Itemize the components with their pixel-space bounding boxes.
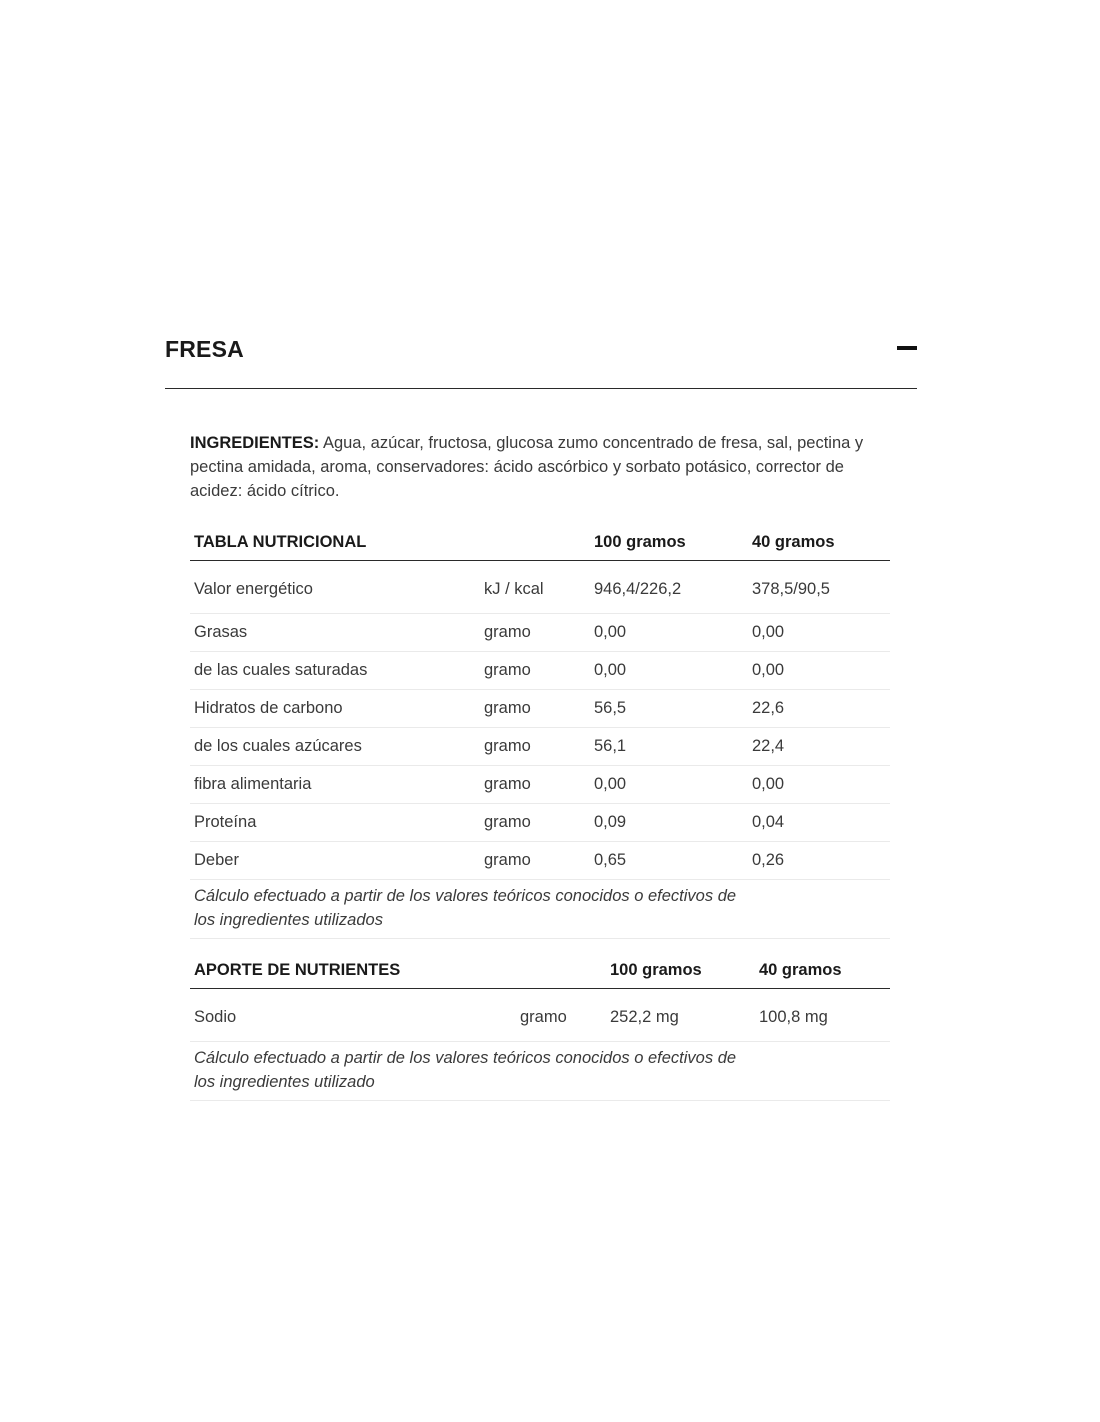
section-title: FRESA bbox=[165, 336, 244, 362]
row-value-40g: 0,00 bbox=[748, 766, 890, 804]
table-row bbox=[190, 842, 890, 880]
table-row bbox=[190, 690, 890, 728]
table-row bbox=[190, 989, 890, 1042]
row-value-100g: 56,1 bbox=[590, 728, 748, 766]
table-row bbox=[190, 728, 890, 766]
row-value-100g: 0,09 bbox=[590, 804, 748, 842]
table-header-40g: 40 gramos bbox=[755, 953, 890, 989]
ingredients-text: Agua, azúcar, fructosa, glucosa zumo concentrado de fresa, sal, pectina y pectina amidada, aroma, conservadores: ácido ascórbico y sorbato potásico, corrector de acidez: ácido cítrico. bbox=[190, 434, 864, 500]
table-header-40g: 40 gramos bbox=[748, 525, 890, 561]
table-header-row bbox=[190, 525, 890, 561]
section-gap bbox=[190, 939, 891, 953]
row-name: fibra alimentaria bbox=[190, 766, 480, 804]
row-value-100g: 56,5 bbox=[590, 690, 748, 728]
row-value-40g: 0,00 bbox=[748, 652, 890, 690]
row-value-100g: 0,00 bbox=[590, 766, 748, 804]
row-name: de las cuales saturadas bbox=[190, 652, 480, 690]
table-header-100g: 100 gramos bbox=[606, 953, 755, 989]
table-header-name: TABLA NUTRICIONAL bbox=[190, 525, 480, 561]
row-value-40g: 22,4 bbox=[748, 728, 890, 766]
row-unit: gramo bbox=[480, 804, 590, 842]
row-unit: gramo bbox=[516, 989, 606, 1042]
accordion-header[interactable] bbox=[165, 320, 917, 389]
table-row bbox=[190, 561, 890, 614]
table-note: Cálculo efectuado a partir de los valores teóricos conocidos o efectivos de los ingredientes utilizados bbox=[190, 880, 748, 939]
row-name: de los cuales azúcares bbox=[190, 728, 480, 766]
row-name: Grasas bbox=[190, 614, 480, 652]
table-row bbox=[190, 652, 890, 690]
row-unit: gramo bbox=[480, 766, 590, 804]
table-row bbox=[190, 614, 890, 652]
accordion-fresa bbox=[165, 320, 917, 1101]
ingredients-paragraph bbox=[190, 431, 891, 503]
table-row bbox=[190, 804, 890, 842]
table-note-row bbox=[190, 880, 890, 939]
row-value-40g: 378,5/90,5 bbox=[748, 561, 890, 614]
row-value-100g: 0,00 bbox=[590, 614, 748, 652]
row-value-40g: 0,00 bbox=[748, 614, 890, 652]
table-note-spacer bbox=[748, 880, 890, 939]
ingredients-label: INGREDIENTES: bbox=[190, 434, 320, 452]
table-note-row bbox=[190, 1042, 890, 1101]
row-unit: gramo bbox=[480, 690, 590, 728]
row-name: Proteína bbox=[190, 804, 480, 842]
table-header-name: APORTE DE NUTRIENTES bbox=[190, 953, 516, 989]
row-value-40g: 100,8 mg bbox=[755, 989, 890, 1042]
row-unit: gramo bbox=[480, 842, 590, 880]
row-value-40g: 22,6 bbox=[748, 690, 890, 728]
table-header-100g: 100 gramos bbox=[590, 525, 748, 561]
row-name: Deber bbox=[190, 842, 480, 880]
nutrition-table bbox=[190, 525, 890, 939]
row-value-40g: 0,26 bbox=[748, 842, 890, 880]
nutrient-table bbox=[190, 953, 890, 1101]
row-unit: gramo bbox=[480, 652, 590, 690]
row-value-100g: 0,00 bbox=[590, 652, 748, 690]
row-unit: kJ / kcal bbox=[480, 561, 590, 614]
accordion-body bbox=[165, 389, 917, 1101]
table-note: Cálculo efectuado a partir de los valores teóricos conocidos o efectivos de los ingredientes utilizado bbox=[190, 1042, 755, 1101]
row-unit: gramo bbox=[480, 728, 590, 766]
table-note-spacer bbox=[755, 1042, 890, 1101]
table-header-row bbox=[190, 953, 890, 989]
table-header-unit bbox=[480, 525, 590, 561]
row-name: Hidratos de carbono bbox=[190, 690, 480, 728]
table-row bbox=[190, 766, 890, 804]
row-name: Valor energético bbox=[190, 561, 480, 614]
row-value-100g: 252,2 mg bbox=[606, 989, 755, 1042]
minus-icon[interactable] bbox=[897, 346, 917, 350]
row-name: Sodio bbox=[190, 989, 516, 1042]
table-header-unit bbox=[516, 953, 606, 989]
row-value-100g: 946,4/226,2 bbox=[590, 561, 748, 614]
row-value-40g: 0,04 bbox=[748, 804, 890, 842]
row-unit: gramo bbox=[480, 614, 590, 652]
row-value-100g: 0,65 bbox=[590, 842, 748, 880]
